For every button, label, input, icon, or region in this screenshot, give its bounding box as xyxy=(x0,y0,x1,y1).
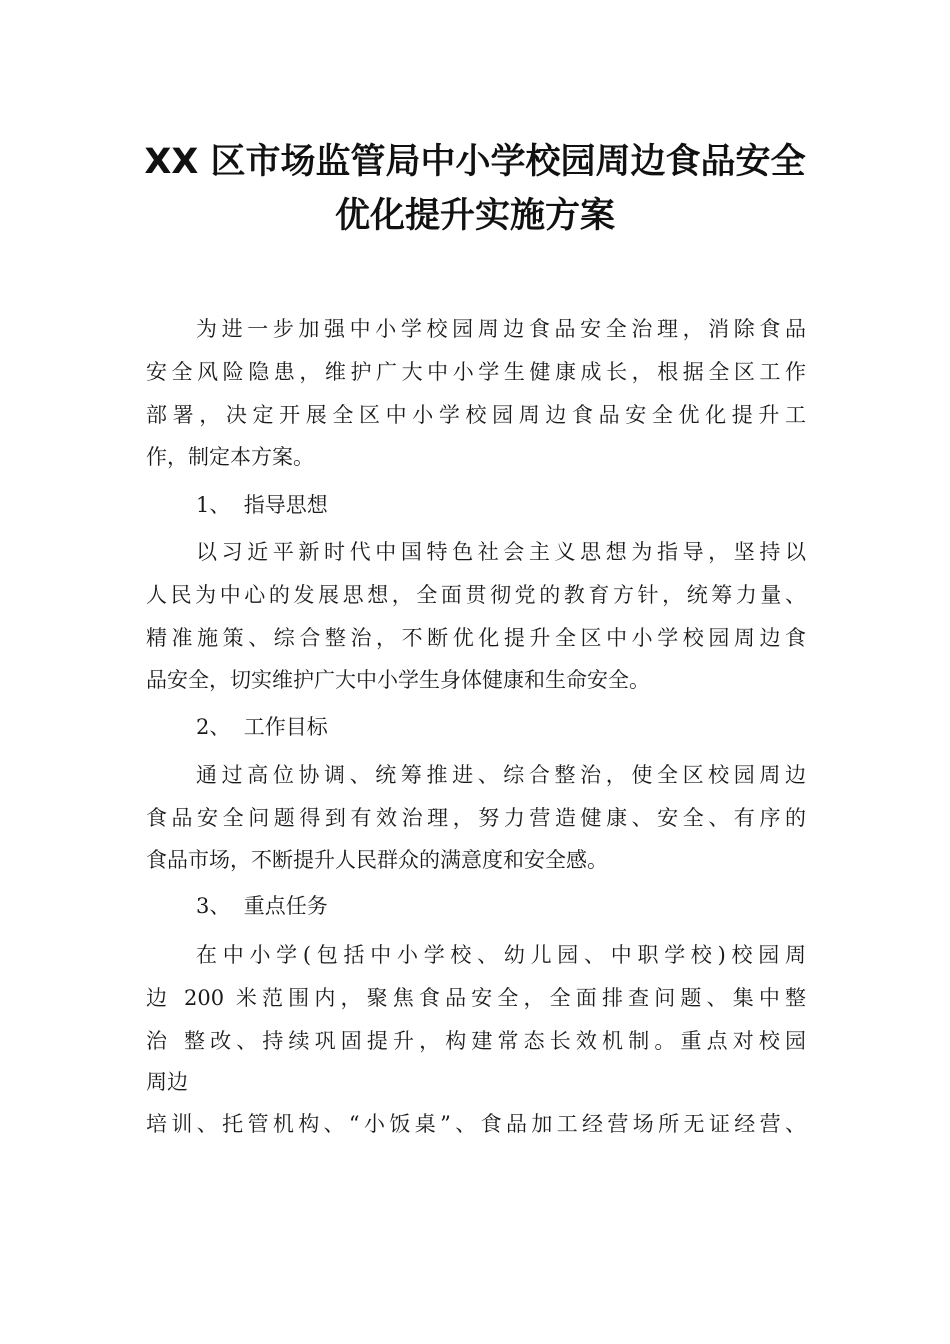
section-heading-tasks: 3、 重点任务 xyxy=(196,894,328,918)
section-heading-goals: 2、 工作目标 xyxy=(196,715,328,739)
goals-line-2: 食品安全问题得到有效治理，努力营造健康、安全、有序的 xyxy=(146,806,806,830)
intro-line-4: 作，制定本方案。 xyxy=(146,445,314,469)
guiding-line-3: 精准施策、综合整治，不断优化提升全区中小学校园周边食 xyxy=(146,626,806,650)
tasks-line-1: 在中小学(包括中小学校、幼儿园、中职学校)校园周 xyxy=(196,943,806,967)
tasks-line-4: 周边 xyxy=(146,1070,188,1094)
guiding-line-2: 人民为中心的发展思想，全面贯彻党的教育方针，统筹力量、 xyxy=(146,583,806,607)
intro-line-2: 安全风险隐患，维护广大中小学生健康成长，根据全区工作 xyxy=(146,360,806,384)
intro-line-1: 为进一步加强中小学校园周边食品安全治理，消除食品 xyxy=(196,317,806,341)
section-heading-guiding: 1、 指导思想 xyxy=(196,493,328,517)
guiding-line-1: 以习近平新时代中国特色社会主义思想为指导，坚持以 xyxy=(196,540,806,564)
document-title-line-1: XX 区市场监管局中小学校园周边食品安全 xyxy=(144,142,806,182)
goals-line-3: 食品市场，不断提升人民群众的满意度和安全感。 xyxy=(146,848,608,872)
document-title-line-2: 优化提升实施方案 xyxy=(334,196,615,236)
tasks-line-3: 治 整改、持续巩固提升，构建常态长效机制。重点对校园 xyxy=(146,1029,806,1053)
tasks-line-5: 培训、托管机构、“小饭桌”、食品加工经营场所无证经营、 xyxy=(146,1112,806,1136)
intro-line-3: 部署，决定开展全区中小学校园周边食品安全优化提升工 xyxy=(146,403,806,427)
guiding-line-4: 品安全，切实维护广大中小学生身体健康和生命安全。 xyxy=(146,668,650,692)
goals-line-1: 通过高位协调、统筹推进、综合整治，使全区校园周边 xyxy=(196,763,806,787)
tasks-line-2: 边 200 米范围内，聚焦食品安全，全面排查问题、集中整 xyxy=(146,986,806,1010)
